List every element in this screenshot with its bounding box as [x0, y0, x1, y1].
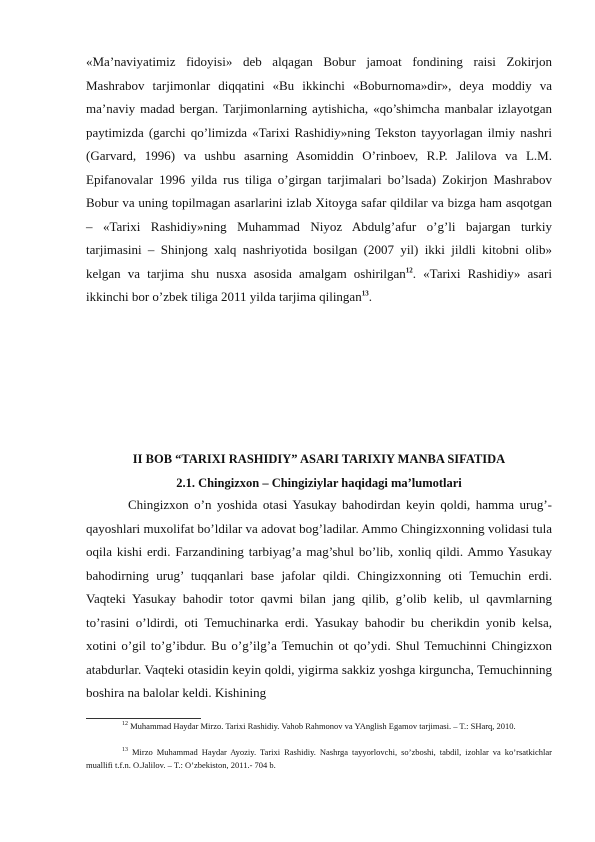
paragraph-chingizxon: Chingizxon o’n yoshida otasi Yasukay bahodirdan keyin qoldi, hamma urug’-qayoshlari muxolifat bo’ldilar va adovat bog’ladilar. Ammo Chingizxonning volidasi tula oqila kishi erdi. Farzandining tarbiyag’a mag’shul bo’lib, xonliq qildi. Ammo Yasukay bahodirning urug’ tuqqanlari base jafolar qildi. Chingizxonning oti Temuchin erdi. Vaqteki Yasukay bahodir totor qavmi bilan jang qilib, g’olib kelib, ul qavmlarning to’rasini o’ldirdi, oti Temuchinarka erdi. Yasukay bahodir bu cherikdin yonib kelsa, xotini o’gil to’g’ibdur. Bu o’g’ilg’a Temuchin ot qo’ydi. Shul Temuchinni Chingizxon atabdurlar. Vaqteki otasidin keyin qoldi, yigirma sakkiz yoshga kirguncha, Temuchinning boshira na balolar keldi. Kishining — [86, 497, 552, 700]
footnote-number: 13 — [122, 747, 128, 754]
footnote-number: 12 — [122, 721, 128, 728]
paragraph-translation-history — [86, 50, 552, 309]
paragraph-text: . — [368, 289, 372, 304]
chapter-heading: II BOB “TARIXI RASHIDIY” ASARI TARIXIY MANBA SIFATIDA — [132, 452, 506, 466]
paragraph-text: «Ma’naviyatimiz fidoyisi» deb alqagan Bobur jamoat fondining raisi Zokirjon Mashrabov tarjimonlar diqqatini «Bu ikkinchi «Boburnoma»dir», deya moddiy va ma’naviy madad bergan. Tarjimonlarning aytishicha, «qo’shimcha manbalar izlayotgan paytimizda (garchi qo’limizda «Tarixi Rashidiy»ning Tekston tayyorlagan ilmiy nashri (Garvard, 1996) va ushbu asarning Asomiddin O’rinboev, R.P. Jalilova va L.M. Epifanovalar 1996 yilda rus tiliga o’girgan tarjimalari bo’lsada) Zokirjon Mashrabov Bobur va uning topilmagan asarlarini izlab Xitoyga safar qildilar va bizga ham asqotgan – «Tarixi Rashidiy»ning Muhammad Niyoz Abdulg’afur o’g’li bajargan turkiy tarjimasini – Shinjong xalq nashriyotida bosilgan (2007 yil) ikki jildli kitobni olib» kelgan va tarjima shu nusxa asosida amalgam oshirilgan — [86, 54, 552, 281]
footnote-13 — [86, 746, 552, 771]
paragraph-text: . «Tarixi Rashidiy» asari ikkinchi bor o’zbek tiliga 2011 yilda tarjima qilingan — [86, 265, 552, 304]
footnote-text: Muhammad Haydar Mirzo. Tarixi Rashidiy. Vahob Rahmonov va YAnglish Egamov tarjimasi. – T.: SHarq, 2010. — [128, 721, 516, 731]
footnote-ref[interactable]: 13 — [361, 289, 369, 298]
section-heading: 2.1. Chingizxon – Chingiziylar haqidagi ma’lumotlari — [176, 476, 462, 490]
footnote-12 — [86, 720, 552, 733]
footnote-ref[interactable]: 12 — [405, 266, 413, 275]
footnote-separator — [86, 718, 201, 719]
footnote-text: Mirzo Muhammad Haydar Ayoziy. Tarixi Rashidiy. Nashrga tayyorlovchi, so’zboshi, tabdil, izohlar va ko’rsatkichlar muallifi t.f.n. O.Jalilov. – T.: O’zbekiston, 2011.- 704 b. — [86, 747, 552, 770]
